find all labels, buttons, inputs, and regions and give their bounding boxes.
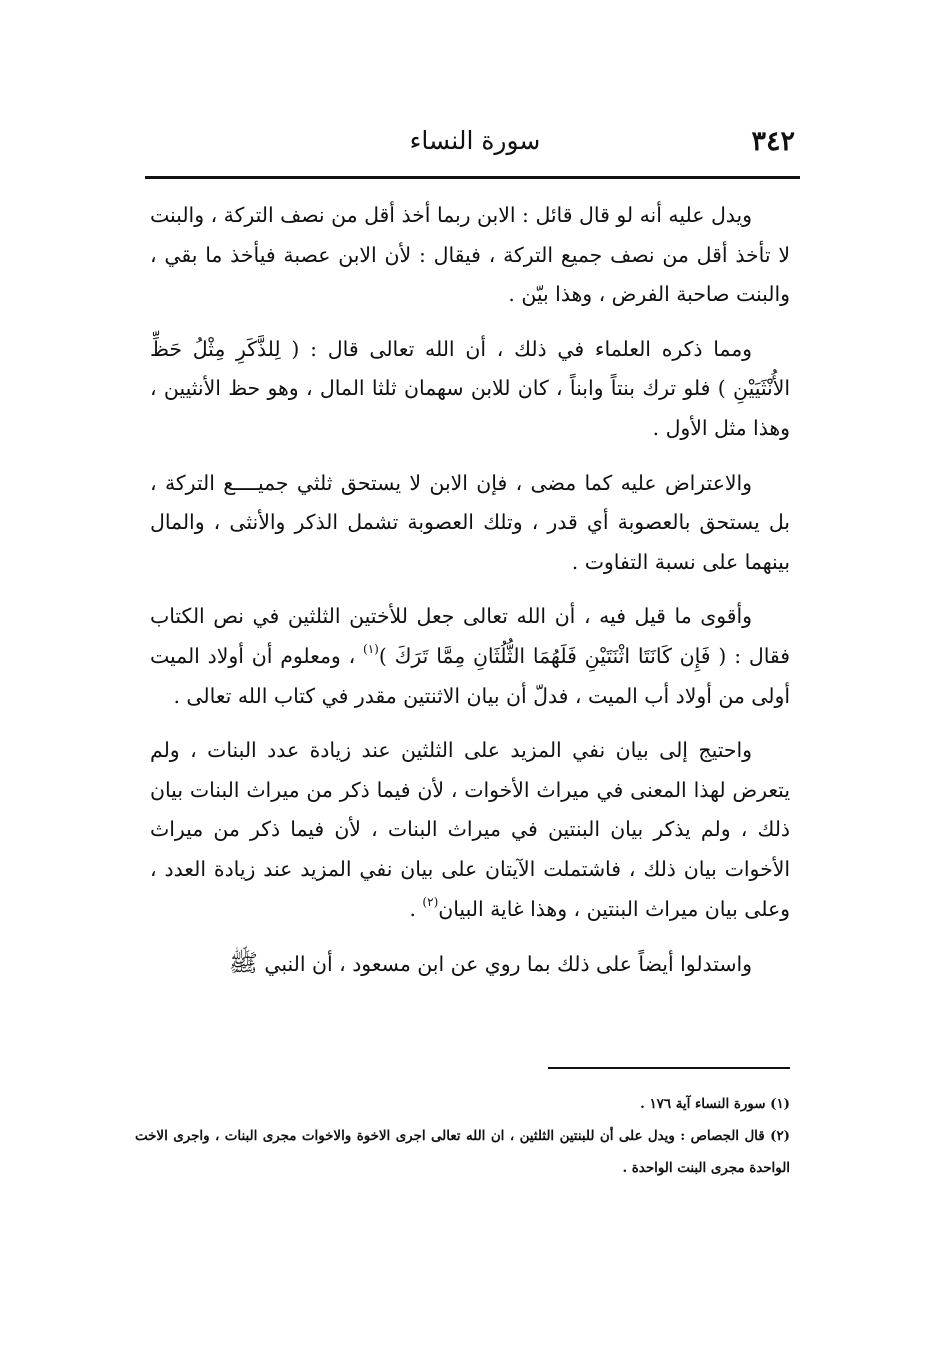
paragraph-2: ومما ذكره العلماء في ذلك ، أن الله تعالى قال : ( لِلذَّكَرِ مِثْلُ حَظِّ الأُنْثَيَيْنِ ) فلو ترك بنتاً وابناً ، كان للابن سهمان ثلثا المال ، وهو حظ الأنثيين ، وهذا مثل الأول . <box>150 336 790 440</box>
footnotes <box>135 1088 790 1184</box>
page-number: ٣٤٢ <box>751 126 795 157</box>
paragraph-4 <box>150 597 790 716</box>
footnote-rule <box>548 1067 790 1069</box>
paragraph-5-text-a: واحتيج إلى بيان نفي المزيد على الثلثين عند زيادة عدد البنات ، ولم يتعرض لهذا المعنى في ميراث الأخوات ، لأن فيما ذكر من ميراث البنات بيان ذلك ، ولم يذكر بيان البنتين في ميراث البنات ، لأن فيما ذكر من ميراث الأخوات بيان ذلك ، فاشتملت الآيتان على بيان نفي المزيد عند زيادة العدد ، وعلى بيان ميراث البنتين ، وهذا غاية البيان <box>150 738 790 921</box>
main-text <box>150 196 790 1000</box>
footnote-ref-1[interactable]: (١) <box>363 641 379 656</box>
footnote-1: (١) سورة النساء آية ١٧٦ . <box>640 1096 790 1112</box>
paragraph-5-text-b: . <box>409 896 423 921</box>
running-title: سورة النساء <box>409 126 541 155</box>
paragraph-3: والاعتراض عليه كما مضى ، فإن الابن لا يستحق ثلثي جميــــع التركة ، بل يستحق بالعصوبة أي قدر ، وتلك العصوبة تشمل الذكر والأنثى ، والمال بينهما على نسبة التفاوت . <box>150 470 790 574</box>
footnote-ref-2[interactable]: (٢) <box>422 894 439 909</box>
honorific-symbol: ﷺ <box>228 949 258 978</box>
paragraph-4-text-a: وأقوى ما قيل فيه ، أن الله تعالى جعل للأختين الثلثين في نص الكتاب فقال : ( فَإِن كَانَتَا اثْنَتَيْنِ فَلَهُمَا الثُّلُثَانِ مِمَّا تَرَكَ ) <box>150 604 790 668</box>
footnote-2: (٢) قال الجصاص : ويدل على أن للبنتين الثلثين ، ان الله تعالى اجرى الاخوة والاخوات مجرى البنات ، واجرى الاخت الواحدة مجرى البنت الواحدة . <box>135 1128 790 1176</box>
paragraph-6 <box>150 944 790 985</box>
paragraph-1: ويدل عليه أنه لو قال قائل : الابن ربما أخذ أقل من نصف التركة ، والبنت لا تأخذ أقل من نصف جميع التركة ، فيقال : لأن الابن عصبة فيأخذ ما بقي ، والبنت صاحبة الفرض ، وهذا بيّن . <box>150 203 790 307</box>
page-header <box>145 112 795 172</box>
paragraph-4-text-b: ، ومعلوم أن أولاد الميت أولى من أولاد أب الميت ، فدلّ أن بيان الاثنتين مقدر في كتاب الله تعالى . <box>150 643 790 708</box>
header-rule <box>145 176 800 179</box>
paragraph-5 <box>150 731 790 929</box>
paragraph-6-text: واستدلوا أيضاً على ذلك بما روي عن ابن مسعود ، أن النبي <box>257 952 752 977</box>
